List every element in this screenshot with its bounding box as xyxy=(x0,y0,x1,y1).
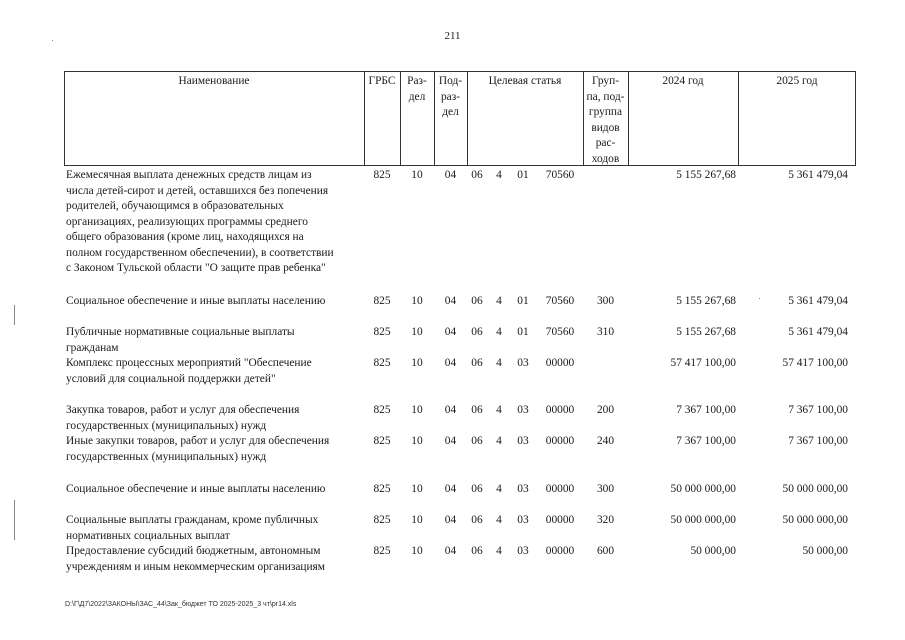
cell-grbs: 825 xyxy=(373,514,391,526)
cell-target-4: 00000 xyxy=(545,545,575,557)
row-name-line: организациях, реализующих программы среднего xyxy=(66,215,308,228)
cell-target-3: 03 xyxy=(517,514,529,526)
cell-group: 600 xyxy=(596,545,615,557)
cell-2025: 57 417 100,00 xyxy=(782,357,848,369)
cell-podrazdel: 04 xyxy=(444,357,457,369)
cell-2025: 5 361 479,04 xyxy=(788,169,848,181)
header-group-line: видов xyxy=(591,121,620,134)
cell-target-4: 00000 xyxy=(545,404,575,416)
header-group xyxy=(583,74,628,167)
header-grbs xyxy=(364,74,400,90)
header-podrazdel xyxy=(434,74,467,121)
row-name xyxy=(66,544,362,575)
header-2024 xyxy=(628,74,738,90)
header-2025-line: 2025 год xyxy=(776,75,818,87)
header-razdel xyxy=(400,74,434,105)
cell-razdel: 10 xyxy=(411,404,423,416)
header-target-line: Целевая статья xyxy=(488,75,562,87)
row-name-line: полном государственном обеспечении), в соответствии xyxy=(66,246,334,259)
row-name-line: Социальное обеспечение и иные выплаты населению xyxy=(66,295,326,307)
header-group-line: рас- xyxy=(595,137,616,149)
cell-target-3: 01 xyxy=(517,295,529,307)
row-name xyxy=(66,294,362,310)
cell-podrazdel: 04 xyxy=(444,545,457,557)
header-podrazdel-line: дел xyxy=(442,106,459,118)
cell-target-3: 01 xyxy=(517,169,529,181)
header-group-line: па, под- xyxy=(586,90,625,103)
scan-speck xyxy=(52,40,53,41)
cell-2024: 5 155 267,68 xyxy=(676,169,736,181)
header-2025 xyxy=(738,74,856,90)
row-name-line: Комплекс процессных мероприятий "Обеспечение xyxy=(66,357,312,369)
cell-target-3: 03 xyxy=(517,357,529,369)
cell-target-2: 4 xyxy=(496,514,502,526)
cell-razdel: 10 xyxy=(411,357,423,369)
cell-target-3: 03 xyxy=(517,545,529,557)
cell-target-1: 06 xyxy=(471,295,483,307)
row-name xyxy=(66,513,362,544)
row-name xyxy=(66,168,362,277)
cell-target-4: 00000 xyxy=(545,483,575,495)
cell-podrazdel: 04 xyxy=(444,514,457,526)
header-razdel-line: Раз- xyxy=(407,75,427,87)
cell-target-1: 06 xyxy=(471,545,483,557)
cell-podrazdel: 04 xyxy=(444,326,457,338)
row-name-line: с Законом Тульской области "О защите прав ребенка" xyxy=(66,262,326,274)
cell-2024: 50 000,00 xyxy=(690,545,736,557)
cell-2025: 50 000 000,00 xyxy=(782,483,848,495)
row-name-line: Ежемесячная выплата денежных средств лицам из xyxy=(66,169,312,181)
cell-target-2: 4 xyxy=(496,545,502,557)
cell-podrazdel: 04 xyxy=(444,483,457,495)
cell-target-1: 06 xyxy=(471,435,483,447)
cell-2024: 5 155 267,68 xyxy=(676,295,736,307)
cell-target-2: 4 xyxy=(496,404,502,416)
row-name-line: государственных (муниципальных) нужд xyxy=(66,419,267,432)
cell-grbs: 825 xyxy=(373,357,391,369)
scan-speck xyxy=(14,500,15,540)
cell-2024: 7 367 100,00 xyxy=(676,435,736,447)
header-group-line: Груп- xyxy=(592,75,619,87)
header-target xyxy=(467,74,583,90)
cell-target-1: 06 xyxy=(471,404,483,416)
cell-target-4: 70560 xyxy=(545,326,575,338)
cell-target-1: 06 xyxy=(471,357,483,369)
file-path-footer: D:\Г\Д7\2022\ЗАКОНЫ\ЗАС_44\Зак_бюджет ТО 2025-2025_3 чт\pr14.xls xyxy=(65,601,297,608)
cell-podrazdel: 04 xyxy=(444,295,457,307)
cell-2024: 5 155 267,68 xyxy=(676,326,736,338)
cell-2024: 50 000 000,00 xyxy=(670,483,736,495)
row-name-line: числа детей-сирот и детей, оставшихся без попечения xyxy=(66,184,329,197)
cell-2025: 7 367 100,00 xyxy=(788,404,848,416)
row-name-line: Предоставление субсидий бюджетным, автономным xyxy=(66,545,321,557)
cell-target-2: 4 xyxy=(496,357,502,369)
cell-2024: 57 417 100,00 xyxy=(670,357,736,369)
cell-razdel: 10 xyxy=(411,295,423,307)
cell-razdel: 10 xyxy=(411,514,423,526)
cell-razdel: 10 xyxy=(411,483,423,495)
row-name-line: Социальные выплаты гражданам, кроме публичных xyxy=(66,514,319,526)
cell-2025: 5 361 479,04 xyxy=(788,326,848,338)
scan-speck xyxy=(759,298,760,299)
cell-podrazdel: 04 xyxy=(444,404,457,416)
cell-target-3: 03 xyxy=(517,404,529,416)
cell-razdel: 10 xyxy=(411,545,423,557)
cell-group: 320 xyxy=(596,514,615,526)
cell-2025: 50 000 000,00 xyxy=(782,514,848,526)
header-podrazdel-line: Под- xyxy=(438,75,463,87)
row-name-line: гражданам xyxy=(66,341,119,354)
header-name xyxy=(64,74,364,90)
cell-group: 300 xyxy=(596,295,615,307)
cell-grbs: 825 xyxy=(373,545,391,557)
header-group-line: группа xyxy=(588,106,623,118)
row-name-line: условий для социальной поддержки детей" xyxy=(66,372,276,385)
cell-2024: 7 367 100,00 xyxy=(676,404,736,416)
header-razdel-line: дел xyxy=(408,90,426,103)
cell-razdel: 10 xyxy=(411,326,423,338)
cell-target-2: 4 xyxy=(496,435,502,447)
row-name-line: Иные закупки товаров, работ и услуг для обеспечения xyxy=(66,435,330,447)
cell-group: 200 xyxy=(596,404,615,416)
cell-target-1: 06 xyxy=(471,483,483,495)
cell-podrazdel: 04 xyxy=(444,169,457,181)
cell-target-4: 00000 xyxy=(545,514,575,526)
page-number: 211 xyxy=(444,30,461,42)
cell-target-1: 06 xyxy=(471,326,483,338)
header-grbs-line: ГРБС xyxy=(368,75,396,87)
cell-group: 300 xyxy=(596,483,615,495)
cell-razdel: 10 xyxy=(411,435,423,447)
cell-2025: 5 361 479,04 xyxy=(788,295,848,307)
cell-group: 240 xyxy=(596,435,615,447)
cell-target-2: 4 xyxy=(496,295,502,307)
cell-grbs: 825 xyxy=(373,295,391,307)
cell-target-4: 00000 xyxy=(545,357,575,369)
scan-speck xyxy=(14,305,15,325)
row-name-line: Закупка товаров, работ и услуг для обеспечения xyxy=(66,404,300,416)
cell-grbs: 825 xyxy=(373,435,391,447)
cell-target-1: 06 xyxy=(471,169,483,181)
cell-podrazdel: 04 xyxy=(444,435,457,447)
header-podrazdel-line: раз- xyxy=(440,90,461,103)
cell-2025: 7 367 100,00 xyxy=(788,435,848,447)
header-name-line: Наименование xyxy=(178,75,250,87)
cell-target-1: 06 xyxy=(471,514,483,526)
row-name-line: общего образования (кроме лиц, находящихся на xyxy=(66,231,304,243)
row-name xyxy=(66,356,362,387)
cell-target-2: 4 xyxy=(496,169,502,181)
cell-grbs: 825 xyxy=(373,169,391,181)
cell-grbs: 825 xyxy=(373,326,391,338)
row-name xyxy=(66,403,362,434)
row-name xyxy=(66,325,362,356)
cell-razdel: 10 xyxy=(411,169,423,181)
cell-target-2: 4 xyxy=(496,483,502,495)
row-name-line: родителей, обучающимся в образовательных xyxy=(66,200,284,212)
row-name-line: Публичные нормативные социальные выплаты xyxy=(66,326,295,338)
cell-2024: 50 000 000,00 xyxy=(670,514,736,526)
cell-target-3: 03 xyxy=(517,483,529,495)
cell-target-4: 00000 xyxy=(545,435,575,447)
row-name-line: учреждениям и иным некоммерческим организациям xyxy=(66,560,326,573)
row-name-line: Социальное обеспечение и иные выплаты населению xyxy=(66,483,326,495)
cell-target-4: 70560 xyxy=(545,169,575,181)
cell-target-2: 4 xyxy=(496,326,502,338)
row-name xyxy=(66,434,362,465)
cell-target-3: 01 xyxy=(517,326,529,338)
cell-grbs: 825 xyxy=(373,404,391,416)
cell-grbs: 825 xyxy=(373,483,391,495)
header-2024-line: 2024 год xyxy=(662,75,704,87)
cell-2025: 50 000,00 xyxy=(802,545,848,557)
row-name xyxy=(66,482,362,498)
header-group-line: ходов xyxy=(591,152,620,165)
row-name-line: нормативных социальных выплат xyxy=(66,529,230,542)
cell-target-3: 03 xyxy=(517,435,529,447)
row-name-line: государственных (муниципальных) нужд xyxy=(66,450,267,463)
cell-group: 310 xyxy=(596,326,615,338)
cell-target-4: 70560 xyxy=(545,295,575,307)
